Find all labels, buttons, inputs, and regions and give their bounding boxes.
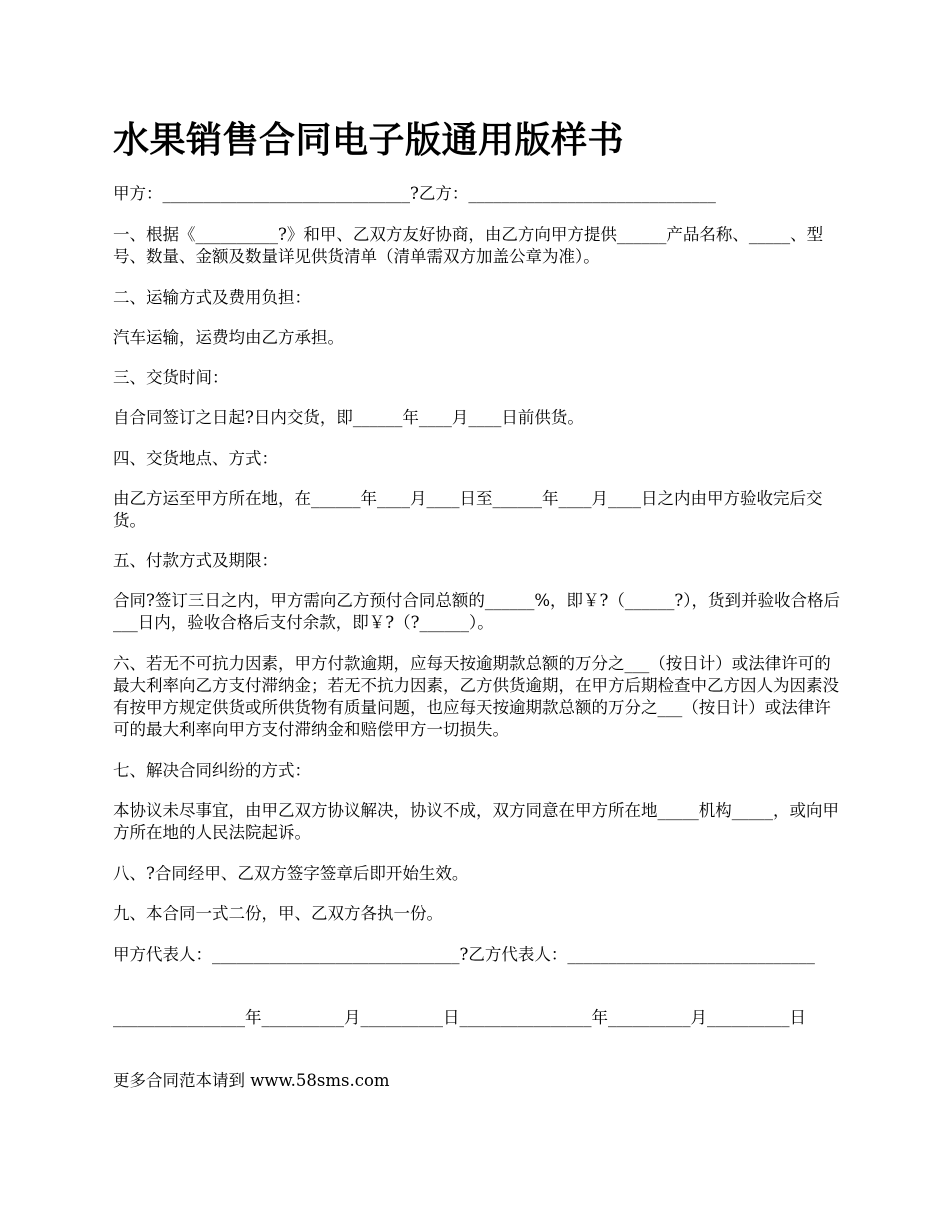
clause-2-heading: 二、运输方式及费用负担：	[113, 288, 311, 307]
clause-9: 九、本合同一式二份，甲、乙双方各执一份。	[113, 904, 443, 923]
clause-8: 八、?合同经甲、乙双方签字签章后即开始生效。	[113, 864, 469, 883]
clause-3-heading: 三、交货时间：	[113, 368, 229, 387]
clause-7-heading: 七、解决合同纠纷的方式：	[113, 761, 311, 780]
party-line: 甲方：______________________________?乙方：______________________________	[113, 184, 716, 203]
clause-4-body: 由乙方运至甲方所在地，在______年____月____日至______年____月____日之内由甲方验收完后交货。	[113, 489, 823, 530]
clause-1: 一、根据《__________?》和甲、乙双方友好协商，由乙方向甲方提供______产品名称、_____、型号、数量、金额及数量详见供货清单（清单需双方加盖公章为准）。	[113, 225, 824, 266]
clause-4-heading: 四、交货地点、方式：	[113, 449, 278, 468]
clause-5-body: 合同?签订三日之内，甲方需向乙方预付合同总额的______%，即￥?（______?），货到并验收合格后___日内，验收合格后支付余款，即￥?（?______）。	[113, 591, 840, 632]
clause-6: 六、若无不可抗力因素，甲方付款逾期，应每天按逾期款总额的万分之___（按日计）或法律许可的最大利率向乙方支付滞纳金；若无不抗力因素，乙方供货逾期，在甲方后期检查中乙方因人为因素没有按甲方规定供货或所供货物有质量问题，也应每天按逾期款总额的万分之___（按日计）或法律许可的最大利率向甲方支付滞纳金和赔偿甲方一切损失。	[113, 654, 839, 739]
signature-dates: ________________年__________月__________日________________年__________月__________日	[113, 1008, 806, 1027]
footer-link-text: 更多合同范本请到 www.58sms.com	[113, 1071, 390, 1090]
clause-7-body: 本协议未尽事宜，由甲乙双方协议解决，协议不成，双方同意在甲方所在地_____机构_____，或向甲方所在地的人民法院起诉。	[113, 801, 839, 842]
signature-representatives: 甲方代表人：______________________________?乙方代表人：______________________________	[113, 945, 815, 964]
clause-2-body: 汽车运输，运费均由乙方承担。	[113, 328, 344, 347]
clause-5-heading: 五、付款方式及期限：	[113, 551, 278, 570]
document-title: 水果销售合同电子版通用版样书	[113, 120, 625, 161]
clause-3-body: 自合同签订之日起?日内交货，即______年____月____日前供货。	[113, 408, 584, 427]
